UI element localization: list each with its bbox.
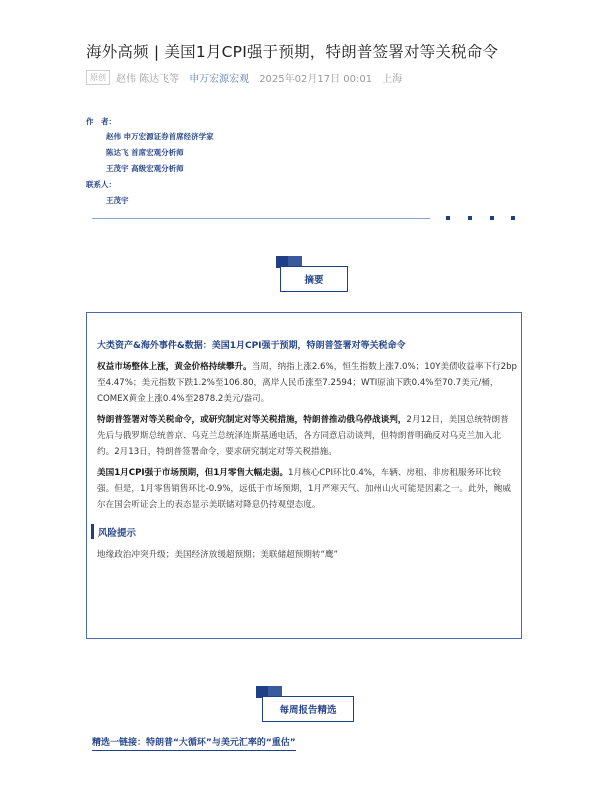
separator-dot xyxy=(511,216,515,220)
author-item: 王茂宇 高级宏观分析师 xyxy=(106,164,184,173)
risk-text: 地缘政治冲突升级；美国经济放缓超预期；美联储超预期转“鹰” xyxy=(97,550,338,560)
paragraph-body: 当周，纳指上涨2.6%，恒生指数上涨7.0%；10Y美债收益率下行2bp至4.47%；美元指数下跌1.2%至106.80，离岸人民币涨至7.2594；WTI原油下跌0.4%至70.7美元/桶，COMEX黄金上涨0.4%至2878.2美元/盎司。 xyxy=(97,362,517,405)
author-names: 赵伟 陈达飞等 xyxy=(116,74,180,85)
summary-section-label: 摘要 xyxy=(280,266,348,292)
separator-dot xyxy=(490,216,494,220)
separator-dot xyxy=(468,216,472,220)
summary-paragraph-2 xyxy=(97,412,517,461)
weekly-section-label: 每周报告精选 xyxy=(262,696,354,722)
article-meta xyxy=(86,70,402,85)
weekly-pick-link[interactable]: 精选一链接：特朗普“大循环”与美元汇率的“重估” xyxy=(92,735,296,751)
paragraph-lead: 美国1月CPI强于市场预期，但1月零售大幅走弱。 xyxy=(97,468,289,478)
author-label: 作 者： xyxy=(86,117,116,126)
author-item: 陈达飞 首席宏观分析师 xyxy=(106,148,184,157)
publish-datetime: 2025年02月17日 00:01 xyxy=(259,74,373,85)
separator-line xyxy=(92,218,430,219)
summary-paragraph-3 xyxy=(97,465,517,514)
paragraph-lead: 权益市场整体上涨，黄金价格持续攀升。 xyxy=(97,362,252,372)
risk-heading: 风险提示 xyxy=(98,528,137,539)
summary-heading: 大类资产&海外事件&数据：美国1月CPI强于预期，特朗普签署对等关税命令 xyxy=(97,341,406,351)
article-title: 海外高频 | 美国1月CPI强于预期，特朗普签署对等关税命令 xyxy=(86,43,499,61)
paragraph-lead: 特朗普签署对等关税命令，或研究制定对等关税措施，特朗普推动俄乌停战谈判， xyxy=(97,415,407,425)
risk-accent-bar xyxy=(91,524,94,539)
author-item: 赵伟 申万宏源证券首席经济学家 xyxy=(106,132,214,141)
original-tag: 原创 xyxy=(86,70,110,85)
contact-label: 联系人： xyxy=(86,180,116,189)
contact-name: 王茂宇 xyxy=(106,196,129,205)
paragraph-body: 2月12日，美国总统特朗普先后与俄罗斯总统普京、乌克兰总统泽连斯基通电话，各方同意启动谈判，但特朗普明确反对乌克兰加入北约。2月13日，特朗普签署命令，要求研究制定对等关税措施。 xyxy=(97,415,509,458)
paragraph-body: 1月核心CPI环比0.4%，车辆、房租、非房租服务环比较强。但是，1月零售销售环比-0.9%，远低于市场预期，1月严寒天气、加州山火可能是因素之一。此外，鲍威尔在国会听证会上的表态显示美联储对降息仍持观望态度。 xyxy=(97,468,511,511)
publish-location: 上海 xyxy=(382,74,403,85)
summary-paragraph-1 xyxy=(97,359,517,408)
source-link[interactable]: 申万宏源宏观 xyxy=(189,74,250,85)
separator-dot xyxy=(446,216,450,220)
